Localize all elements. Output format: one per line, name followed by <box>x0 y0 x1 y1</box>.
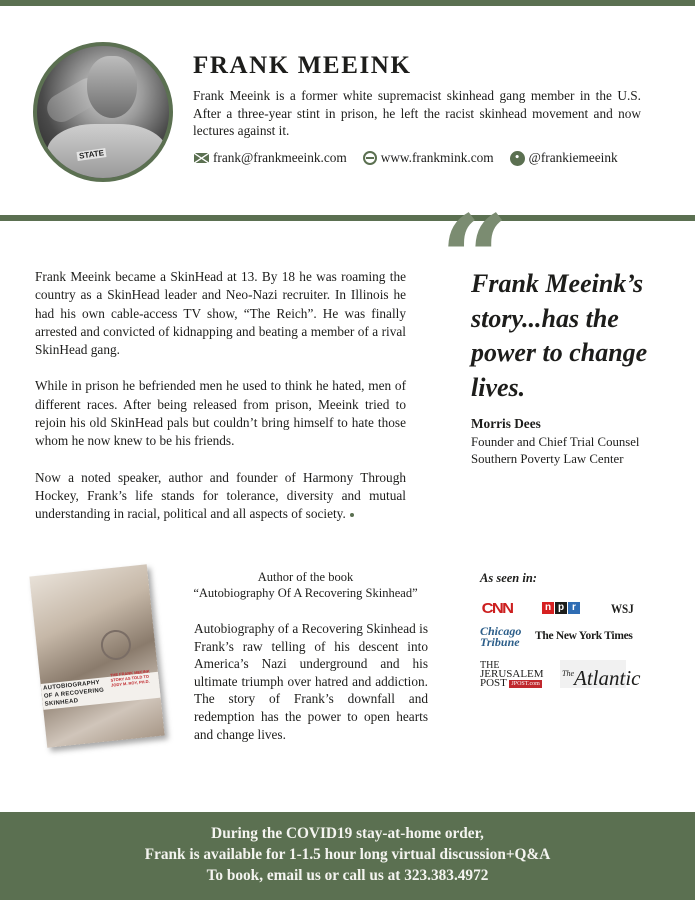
bio-paragraph: While in prison he befriended men he used to think he hated, men of different races. After being released from prison, Meeink tried to rejoin his old SkinHead pals but couldn’t bring himself to hate those whom he now knew to be his friends. <box>35 378 406 449</box>
photo-shirt-text: STATE <box>78 148 105 161</box>
atlantic-name: Atlantic <box>574 666 641 690</box>
footer-line2: Frank is available for 1-1.5 hour long virtual discussion+Q&A <box>144 846 551 863</box>
npr-logo <box>542 602 581 614</box>
book-cover-tattoo <box>99 628 132 661</box>
bio-paragraph <box>35 469 406 524</box>
press-label: As seen in: <box>480 571 537 585</box>
website-link[interactable] <box>363 150 494 166</box>
bio-text <box>35 268 406 542</box>
bio-paragraph-text: Now a noted speaker, author and founder of Harmony Through Hockey, Frank’s life stands for tolerance, diversity and mutual understanding in racial, political and all aspects of society. <box>35 469 406 522</box>
twitter-link[interactable] <box>510 150 618 166</box>
top-accent-bar <box>0 0 695 6</box>
testimonial-role-org: Southern Poverty Law Center <box>471 452 624 466</box>
book-cover <box>29 564 164 747</box>
book-heading-line1: Author of the book <box>257 570 354 584</box>
jpost-post: POST <box>480 677 507 689</box>
jpost-tag: JPOST.com <box>511 681 540 687</box>
testimonial-role-title: Founder and Chief Trial Counsel <box>471 435 640 449</box>
testimonial-role <box>471 434 640 468</box>
photo-head <box>87 56 137 118</box>
booking-footer <box>0 812 695 900</box>
npr-logo-letter: r <box>568 602 580 614</box>
email-label: frank@frankmeeink.com <box>213 150 347 165</box>
mail-icon <box>194 153 209 163</box>
atlantic-logo <box>560 660 641 690</box>
profile-photo <box>33 42 173 182</box>
book-cover-author: THE FRANK MEEINK STORY AS TOLD TO JODY M. ROY, PH.D. <box>109 668 150 688</box>
testimonial-author: Morris Dees <box>471 416 541 431</box>
nyt-logo: The New York Times <box>535 630 633 642</box>
book-cover-title: AUTOBIOGRAPHY OF A RECOVERING SKINHEAD <box>42 679 105 708</box>
twitter-label: @frankiemeeink <box>528 150 618 165</box>
book-heading <box>183 570 428 601</box>
wsj-logo: WSJ <box>611 601 634 616</box>
book-heading-title: “Autobiography Of A Recovering Skinhead” <box>193 585 418 600</box>
jpost-line1: THE <box>480 660 500 671</box>
profile-intro: Frank Meeink is a former white supremacist skinhead gang member in the U.S. After a three-year stint in prison, he left the racist skinhead movement and now lectures against it. <box>193 88 641 138</box>
bio-paragraph: Frank Meeink became a SkinHead at 13. By 18 he was roaming the country as a SkinHead leader and Neo-Nazi recruiter. In Illinois he had his own cable-access TV show, “The Reich”. He was finally arrested and convicted of kidnapping and beating a member of a rival SkinHead gang. <box>35 269 406 358</box>
atlantic-the: The <box>562 669 574 678</box>
section-divider <box>0 215 695 221</box>
jerusalem-post-logo <box>480 661 544 688</box>
cnn-logo: CNN <box>481 600 513 617</box>
website-label: www.frankmink.com <box>380 150 494 165</box>
jpost-line2: JERUSALEM <box>480 668 544 680</box>
photo-shirt <box>47 124 167 182</box>
testimonial-quote: Frank Meeink’s story...has the power to change lives. <box>471 269 648 402</box>
end-mark-icon <box>350 513 354 517</box>
jpost-line3 <box>480 679 544 688</box>
chicago-tribune-line2: Tribune <box>480 635 520 649</box>
chicago-tribune-line1: Chicago <box>480 624 522 638</box>
quote-mark-icon: “ <box>440 189 510 330</box>
email-link[interactable] <box>194 150 347 166</box>
npr-logo-letter: n <box>542 602 554 614</box>
globe-icon <box>363 151 377 165</box>
book-description: Autobiography of a Recovering Skinhead is Frank’s raw telling of his descent into America’s Nazi underground and his ultimate triumph over hatred and addiction. The story of Frank’s downfall and redemption has the power to open hearts and change lives. <box>194 621 428 742</box>
twitter-icon: • <box>510 151 525 166</box>
contact-list <box>194 150 634 166</box>
npr-logo-letter: p <box>555 602 567 614</box>
footer-line1: During the COVID19 stay-at-home order, <box>211 825 484 842</box>
profile-name: FRANK MEEINK <box>193 52 412 79</box>
footer-line3: To book, email us or call us at 323.383.4972 <box>206 867 489 884</box>
chicago-tribune-logo <box>480 626 521 648</box>
